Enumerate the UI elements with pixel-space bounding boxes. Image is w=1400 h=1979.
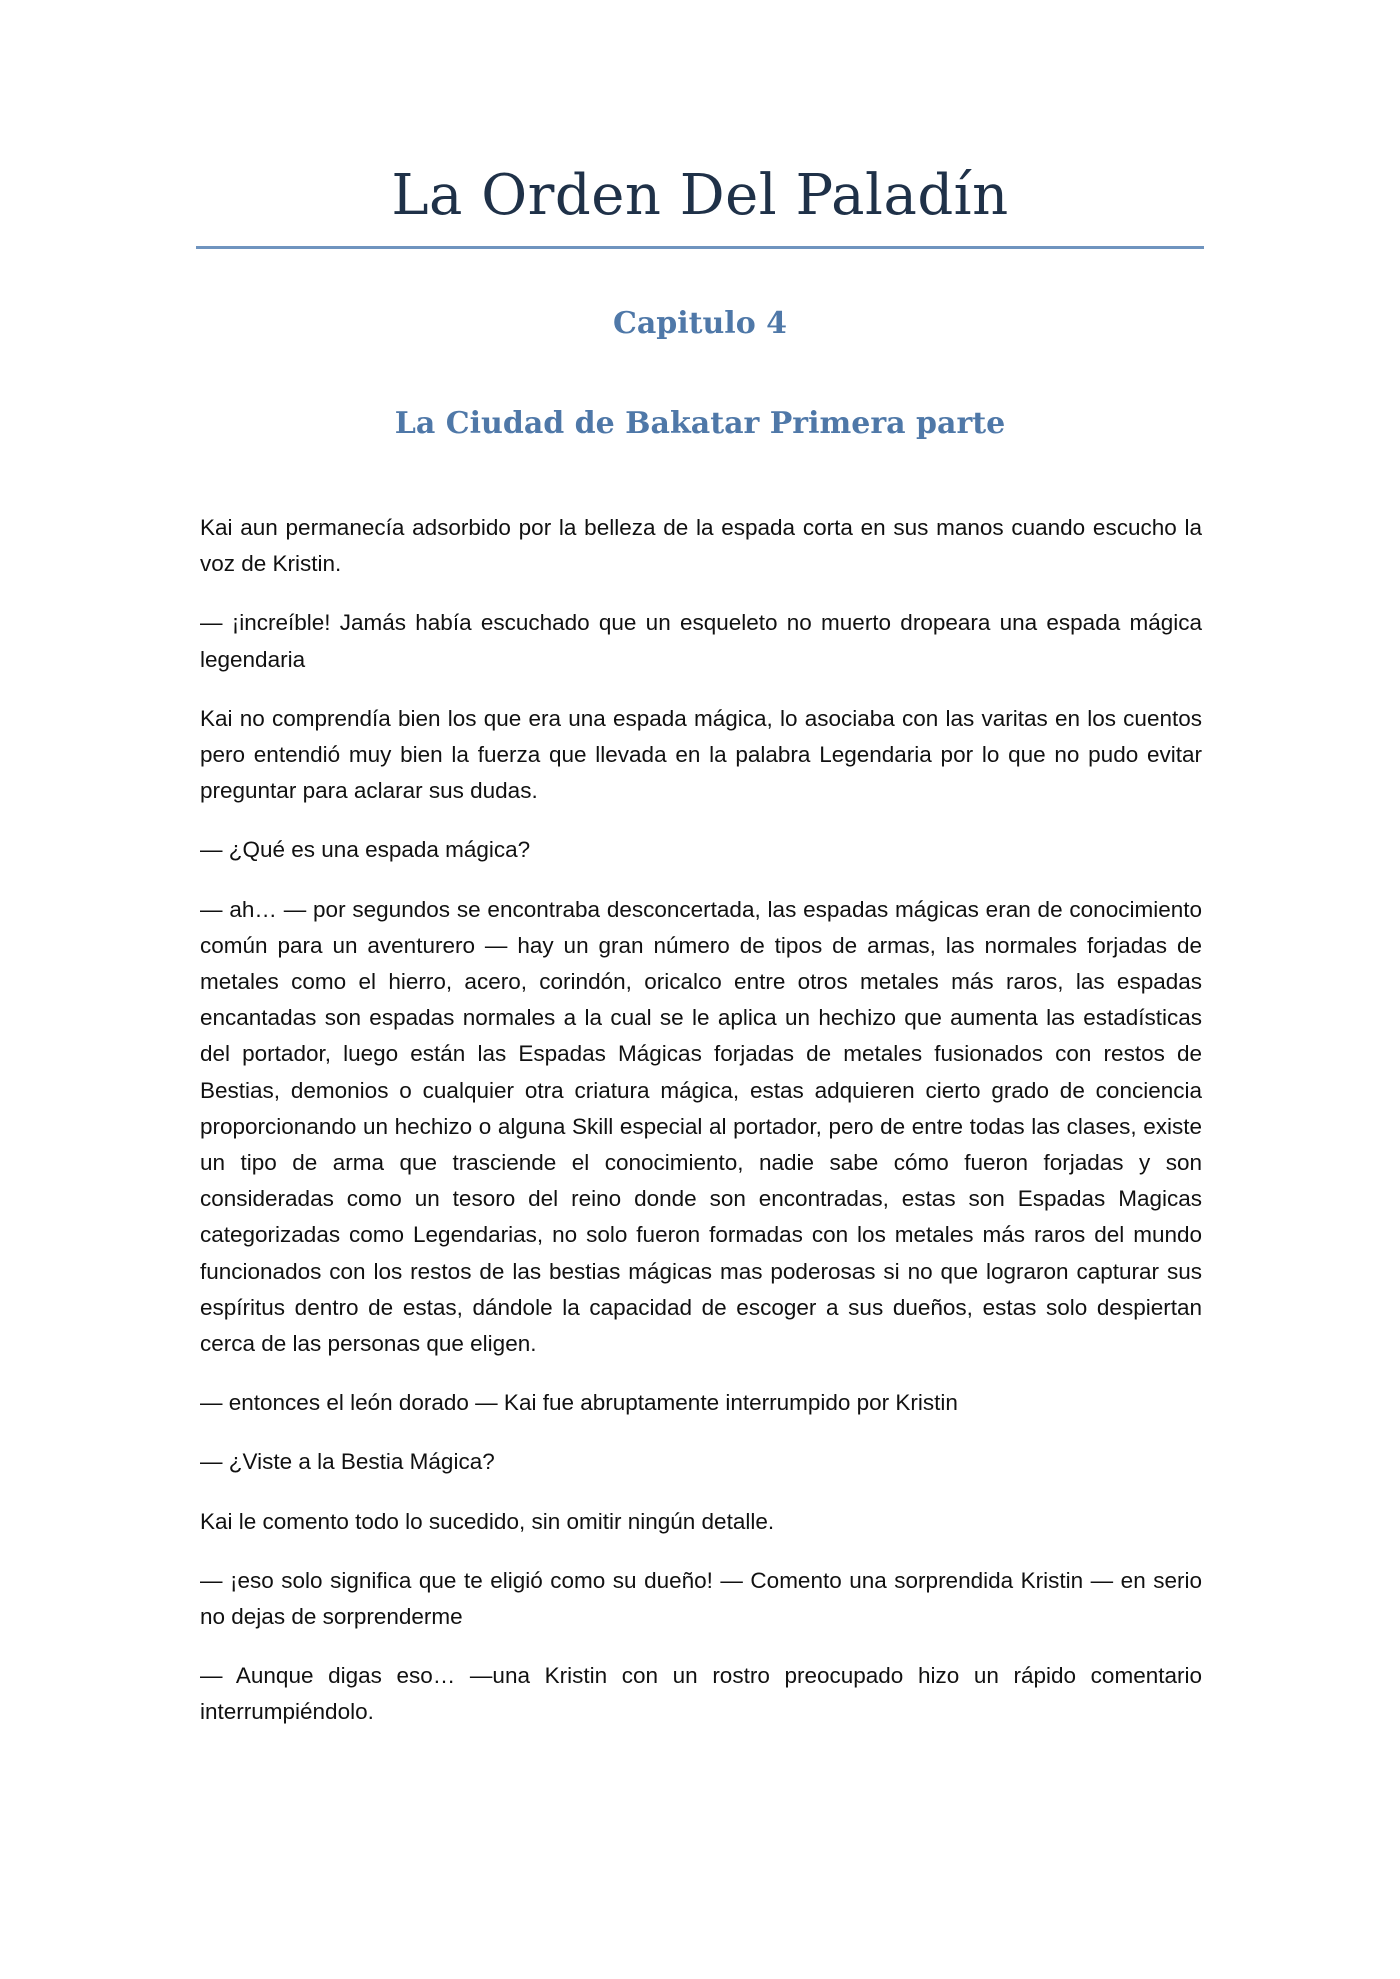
document-title: La Orden Del Paladín: [391, 163, 1009, 228]
paragraph: — ¿Qué es una espada mágica?: [200, 837, 531, 863]
chapter-heading: Capitulo 4: [612, 306, 788, 341]
paragraph: — ¡eso solo significa que te eligió como su dueño! — Comento una sorprendida Kristin — en serio no dejas de sorprenderme: [200, 1567, 1202, 1630]
title-underline: [196, 246, 1204, 249]
paragraph: — Aunque digas eso… —una Kristin con un rostro preocupado hizo un rápido comentario interrumpiéndolo.: [200, 1663, 1202, 1725]
chapter-subtitle: La Ciudad de Bakatar Primera parte: [394, 406, 1006, 441]
paragraph: — ah… — por segundos se encontraba desconcertada, las espadas mágicas eran de conocimiento común para un aventurero — hay un gran número de tipos de armas, las normales forjadas de metales como el hierro, acero, corindón, oricalco entre otros metales más raros, las espadas encantadas son espadas normales a la cual se le aplica un hechizo que aumenta las estadísticas del portador, luego están las Espadas Mágicas forjadas de metales fusionados con restos de Bestias, demonios o cualquier otra criatura mágica, estas adquieren cierto grado de conciencia proporcionando un hechizo o alguna Skill especial al portador, pero de entre todas las clases, existe un tipo de arma que trasciende el conocimiento, nadie sabe cómo fueron forjadas y son consideradas como un tesoro del reino donde son encontradas, estas son Espadas Magicas categorizadas como Legendarias, no solo fueron formadas con los metales más raros del mundo funcionados con los restos de las bestias mágicas mas poderosas si no que lograron capturar sus espíritus dentro de estas, dándole la capacidad de escoger a sus dueños, estas solo despiertan cerca de las personas que eligen.: [200, 896, 1202, 1357]
paragraph: Kai no comprendía bien los que era una espada mágica, lo asociaba con las varitas en los cuentos pero entendió muy bien la fuerza que llevada en la palabra Legendaria por lo que no pudo evitar preguntar para aclarar sus dudas.: [200, 705, 1202, 804]
paragraph: Kai aun permanecía adsorbido por la belleza de la espada corta en sus manos cuando escucho la voz de Kristin.: [200, 515, 1202, 577]
body-text: [200, 510, 1202, 1754]
paragraph: — ¿Viste a la Bestia Mágica?: [200, 1449, 495, 1475]
paragraph: Kai le comento todo lo sucedido, sin omitir ningún detalle.: [200, 1508, 775, 1534]
paragraph: — ¡increíble! Jamás había escuchado que un esqueleto no muerto dropeara una espada mágica legendaria: [200, 610, 1202, 672]
paragraph: — entonces el león dorado — Kai fue abruptamente interrumpido por Kristin: [200, 1390, 958, 1416]
